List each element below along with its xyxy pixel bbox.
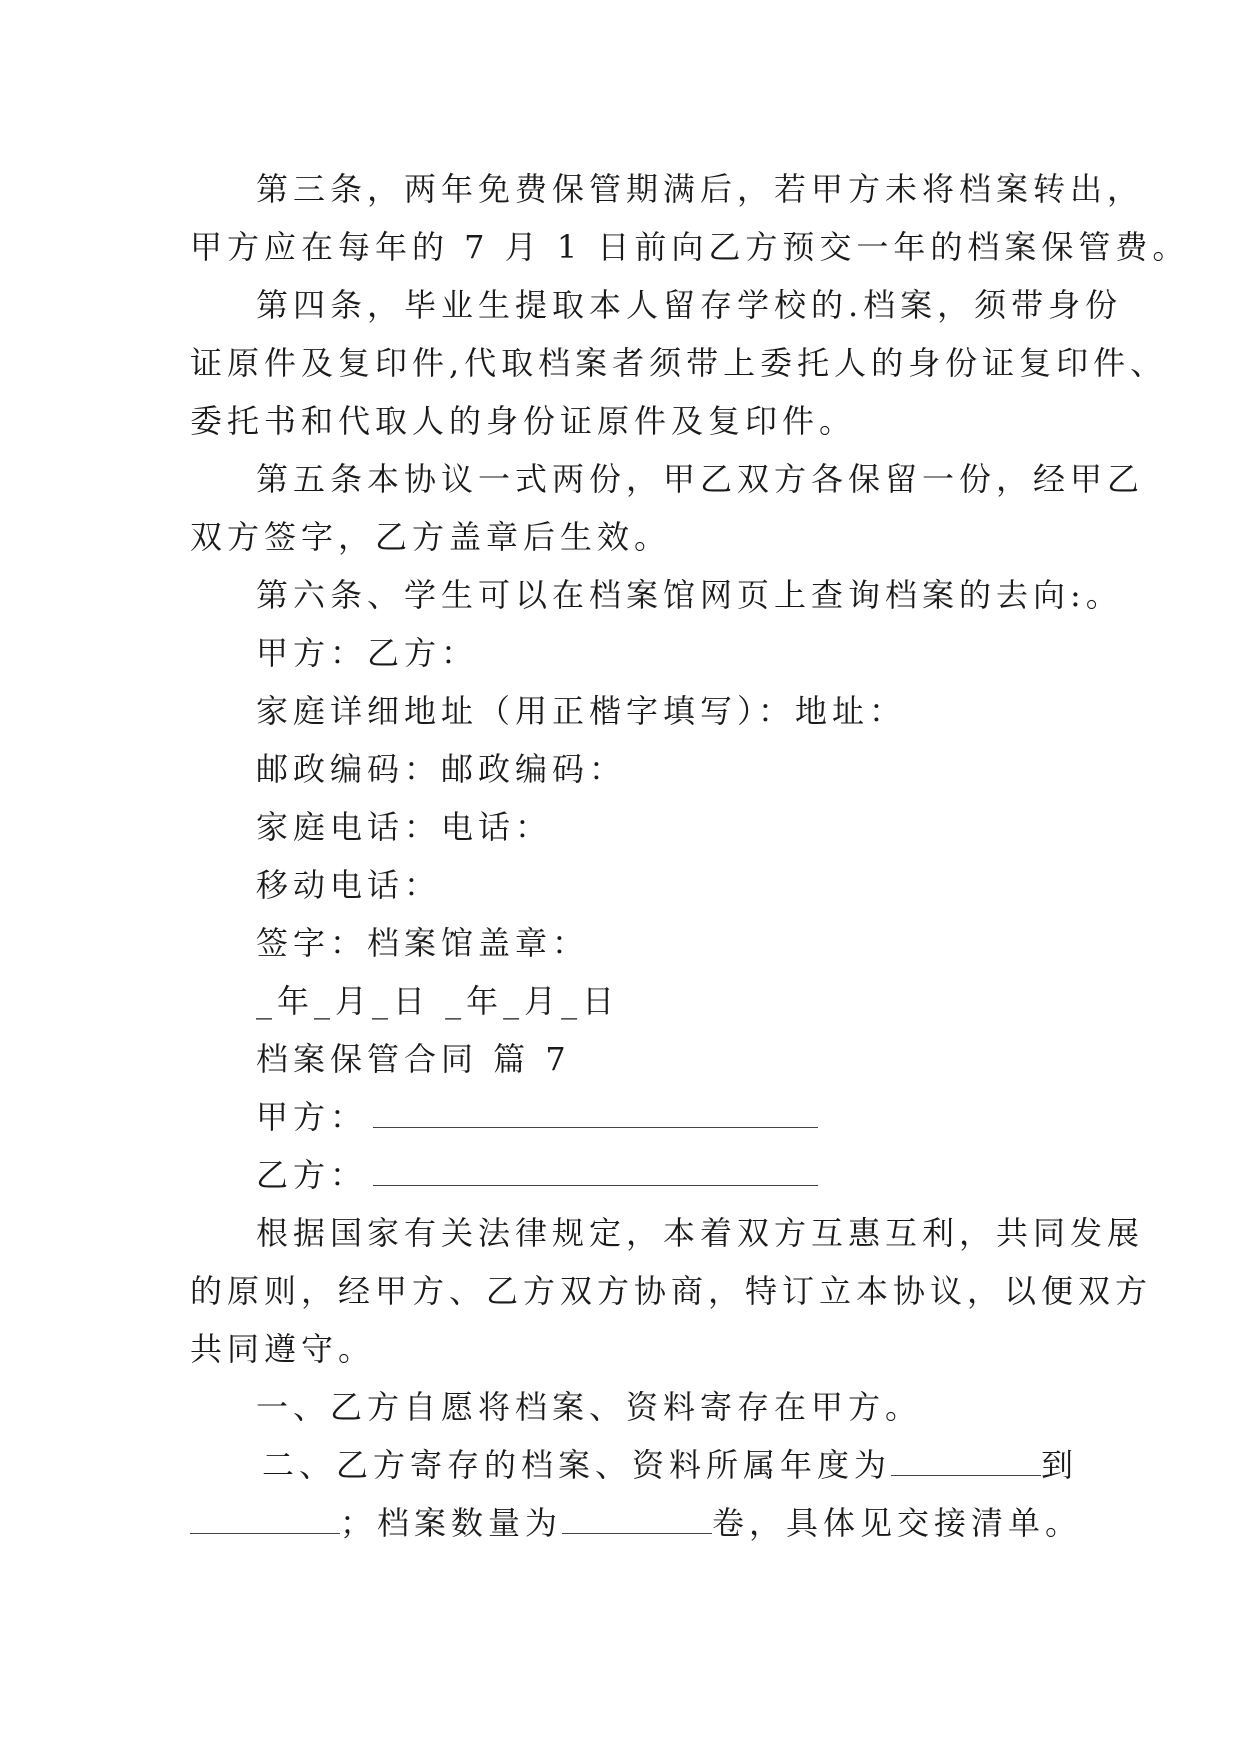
mobile-phone-line: 移动电话： [256, 866, 442, 904]
paragraph-line: 根据国家有关法律规定，本着双方互惠互利，共同发展 [256, 1214, 1145, 1252]
signature-line: 签字：档案馆盖章： [256, 924, 590, 962]
party-a-blank [373, 1093, 818, 1128]
party-b-blank [373, 1151, 818, 1186]
paragraph-line: 委托书和代取人的身份证原件及复印件。 [190, 402, 857, 440]
party-b-line [190, 1146, 1060, 1204]
paragraph-line: 第六条、学生可以在档案馆网页上查询档案的去向:。 [256, 576, 1123, 614]
clause-two-text: 二、乙方寄存的档案、资料所属年度为 [262, 1446, 892, 1484]
clause-one-line: 一、乙方自愿将档案、资料寄存在甲方。 [256, 1388, 923, 1426]
clause-two-end: 卷，具体见交接清单。 [712, 1504, 1083, 1542]
year-from-blank [891, 1441, 1041, 1476]
paragraph-line: 第三条，两年免费保管期满后，若甲方未将档案转出， [256, 170, 1145, 208]
party-label-line: 甲方：乙方： [256, 634, 479, 672]
volume-count-blank [562, 1499, 712, 1534]
party-b-label: 乙方： [256, 1156, 368, 1194]
clause-two-line [190, 1436, 1079, 1494]
party-a-label: 甲方： [256, 1098, 368, 1136]
paragraph-line: 第四条，毕业生提取本人留存学校的.档案，须带身份 [256, 286, 1123, 324]
home-phone-line: 家庭电话：电话： [256, 808, 553, 846]
paragraph-line: 双方签字，乙方盖章后生效。 [190, 518, 672, 556]
paragraph-line: 甲方应在每年的 7 月 1 日前向乙方预交一年的档案保管费。 [190, 228, 1190, 266]
paragraph-line: 证原件及复印件,代取档案者须带上委托人的身份证复印件、 [190, 344, 1168, 382]
section-heading: 档案保管合同 篇 7 [256, 1040, 571, 1078]
paragraph-line: 第五条本协议一式两份，甲乙双方各保留一份，经甲乙 [256, 460, 1145, 498]
document-page [190, 160, 1190, 1552]
paragraph-line: 共同遵守。 [190, 1330, 376, 1368]
date-line: _年_月_日 _年_月_日 [256, 982, 620, 1020]
clause-two-cont-line [190, 1494, 1083, 1552]
clause-two-to: 到 [1041, 1446, 1079, 1484]
postcode-line: 邮政编码：邮政编码： [256, 750, 627, 788]
address-line: 家庭详细地址（用正楷字填写）：地址： [256, 692, 907, 730]
year-to-blank [190, 1499, 340, 1534]
paragraph-line: 的原则，经甲方、乙方双方协商，特订立本协议，以便双方 [190, 1272, 1153, 1310]
clause-two-count-text: ；档案数量为 [340, 1504, 563, 1542]
party-a-line [190, 1088, 1060, 1146]
